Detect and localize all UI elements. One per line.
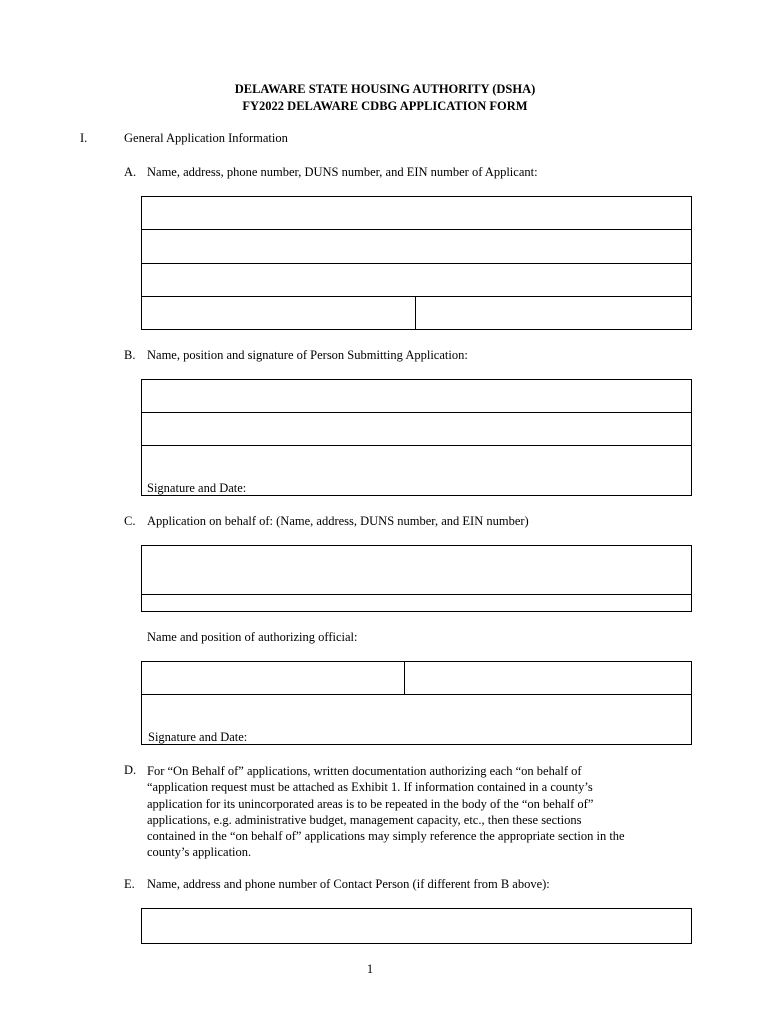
section-numeral: I. <box>80 131 88 145</box>
applicant-ein-field[interactable] <box>416 297 691 329</box>
item-e-marker: E. <box>124 877 135 891</box>
item-d-line: “application request must be attached as Exhibit 1. If information contained in a county’s <box>147 780 593 795</box>
on-behalf-name-field[interactable] <box>142 546 691 594</box>
form-title-line-2: FY2022 DELAWARE CDBG APPLICATION FORM <box>242 99 528 113</box>
item-c-label: Application on behalf of: (Name, address, DUNS number, and EIN number) <box>147 514 529 528</box>
section-heading: General Application Information <box>124 131 288 145</box>
applicant-duns-field[interactable] <box>142 297 415 329</box>
official-signature-label: Signature and Date: <box>148 730 248 744</box>
item-a-marker: A. <box>124 165 137 179</box>
item-d-line: contained in the “on behalf of” applications may simply reference the appropriate section in the <box>147 829 625 844</box>
item-e-label: Name, address and phone number of Contact Person (if different from B above): <box>147 877 550 891</box>
submitter-name-field[interactable] <box>142 380 691 412</box>
applicant-phone-field[interactable] <box>142 264 691 296</box>
item-d-line: applications, e.g. administrative budget, management capacity, etc., then these sections <box>147 812 582 827</box>
applicant-name-field[interactable] <box>142 197 691 229</box>
item-d-paragraph <box>147 763 687 861</box>
form-title-line-1: DELAWARE STATE HOUSING AUTHORITY (DSHA) <box>234 82 536 96</box>
on-behalf-id-field[interactable] <box>142 595 691 611</box>
item-c-marker: C. <box>124 514 136 528</box>
item-b-marker: B. <box>124 348 136 362</box>
submitter-signature-label: Signature and Date: <box>147 481 247 495</box>
authorizing-official-label: Name and position of authorizing official: <box>147 630 358 644</box>
official-position-field[interactable] <box>405 662 691 694</box>
item-d-line: application for its unincorporated areas is to be repeated in the body of the “on behalf of” <box>147 796 594 811</box>
contact-person-field[interactable] <box>142 909 691 943</box>
applicant-address-field[interactable] <box>142 230 691 263</box>
item-d-marker: D. <box>124 763 137 777</box>
official-name-field[interactable] <box>142 662 404 694</box>
item-d-line: For “On Behalf of” applications, written documentation authorizing each “on behalf of <box>147 764 582 778</box>
item-a-label: Name, address, phone number, DUNS number, and EIN number of Applicant: <box>147 165 538 179</box>
page-number: 1 <box>366 962 374 976</box>
item-d-line: county’s application. <box>147 845 252 860</box>
item-b-label: Name, position and signature of Person Submitting Application: <box>147 348 468 362</box>
submitter-position-field[interactable] <box>142 413 691 445</box>
